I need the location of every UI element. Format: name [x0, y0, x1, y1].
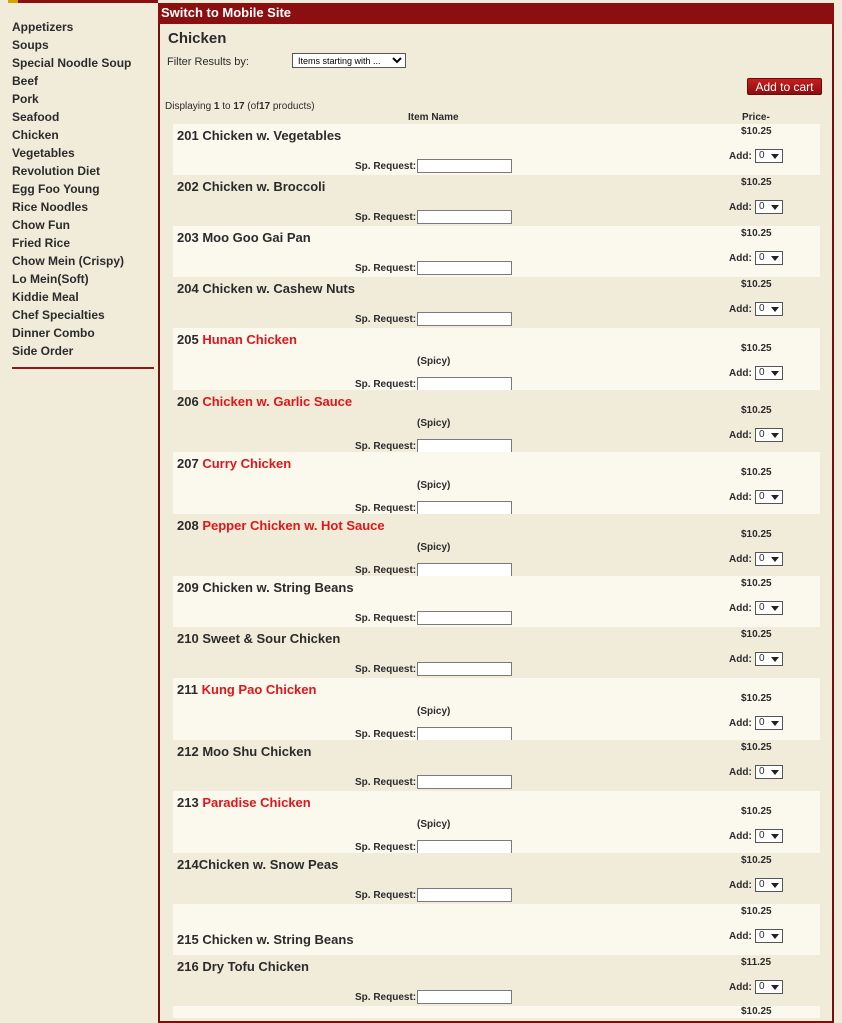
sp-request-label: Sp. Request: [355, 777, 417, 788]
item-price: $10.25 [741, 529, 772, 540]
product-list [173, 124, 820, 1018]
spicy-tag: (Spicy) [417, 418, 451, 429]
quantity-select[interactable]: 0 [755, 878, 783, 892]
item-title [177, 631, 340, 646]
list-item [173, 576, 820, 627]
add-label: Add: [729, 982, 752, 993]
sidebar-divider [12, 367, 154, 369]
result-count [165, 101, 315, 112]
filter-select[interactable] [292, 53, 406, 68]
sp-request-input[interactable] [417, 840, 512, 854]
add-label: Add: [729, 654, 752, 665]
sp-request-input[interactable] [417, 312, 512, 326]
item-price: $10.25 [741, 578, 772, 589]
sidebar-item-fried-rice[interactable]: Fried Rice [12, 236, 71, 250]
add-to-cart-button[interactable]: Add to cart [747, 78, 822, 95]
item-number: 207 [177, 456, 199, 471]
quantity-select[interactable]: 0 [755, 251, 783, 265]
list-item [173, 791, 820, 853]
sidebar-item-kiddie-meal[interactable]: Kiddie Meal [12, 290, 79, 304]
item-number: 201 [177, 128, 199, 143]
item-title [177, 744, 311, 759]
spicy-tag: (Spicy) [417, 706, 451, 717]
sp-request-label: Sp. Request: [355, 314, 417, 325]
switch-mobile-link[interactable]: Switch to Mobile Site [158, 3, 834, 24]
sp-request-label: Sp. Request: [355, 263, 417, 274]
item-title [177, 230, 311, 245]
spicy-tag: (Spicy) [417, 356, 451, 367]
quantity-select[interactable]: 0 [755, 149, 783, 163]
item-number: 215 [177, 932, 199, 947]
sp-request-input[interactable] [417, 377, 512, 391]
sp-request-label: Sp. Request: [355, 613, 417, 624]
sp-request-input[interactable] [417, 261, 512, 275]
banner-accent [8, 0, 18, 3]
list-item [173, 175, 820, 226]
sidebar-item-pork[interactable]: Pork [12, 92, 39, 106]
item-title [177, 394, 352, 409]
item-title [177, 281, 355, 296]
quantity-select[interactable]: 0 [755, 829, 783, 843]
item-price: $10.25 [741, 405, 772, 416]
column-header-price: Price- [742, 112, 770, 123]
sidebar-item-chef-specialties[interactable]: Chef Specialties [12, 308, 105, 322]
sidebar-item-dinner-combo[interactable]: Dinner Combo [12, 326, 95, 340]
sp-request-input[interactable] [417, 990, 512, 1004]
displaying-from: 1 [213, 101, 220, 112]
item-name: Moo Shu Chicken [202, 744, 312, 759]
list-item [173, 955, 820, 1006]
sp-request-label: Sp. Request: [355, 503, 417, 514]
list-item [173, 452, 820, 514]
sp-request-input[interactable] [417, 611, 512, 625]
main-panel [158, 3, 834, 1023]
item-title [177, 932, 354, 947]
item-title [177, 518, 385, 533]
add-label: Add: [729, 368, 752, 379]
quantity-select[interactable]: 0 [755, 652, 783, 666]
add-label: Add: [729, 767, 752, 778]
item-number: 204 [177, 281, 199, 296]
sidebar-item-soups[interactable]: Soups [12, 38, 49, 52]
sidebar-item-chow-fun[interactable]: Chow Fun [12, 218, 70, 232]
item-name: Pepper Chicken w. Hot Sauce [202, 518, 385, 533]
item-number: 202 [177, 179, 199, 194]
item-title [177, 128, 341, 143]
list-item [173, 328, 820, 390]
add-label: Add: [729, 554, 752, 565]
list-item [173, 740, 820, 791]
sidebar-item-egg-foo-young[interactable]: Egg Foo Young [12, 182, 100, 196]
item-price: $10.25 [741, 467, 772, 478]
sidebar-item-lo-mein-soft[interactable]: Lo Mein(Soft) [12, 272, 89, 286]
item-name: Chicken w. Vegetables [202, 128, 342, 143]
sp-request-input[interactable] [417, 210, 512, 224]
quantity-select[interactable]: 0 [755, 200, 783, 214]
item-number: 212 [177, 744, 199, 759]
item-price: $10.25 [741, 693, 772, 704]
item-name: Chicken w. Snow Peas [198, 857, 339, 872]
item-title [177, 795, 311, 810]
sp-request-label: Sp. Request: [355, 842, 417, 853]
list-item [173, 1006, 820, 1018]
sp-request-label: Sp. Request: [355, 664, 417, 675]
sidebar-item-rice-noodles[interactable]: Rice Noodles [12, 200, 89, 214]
item-title [177, 332, 297, 347]
sp-request-label: Sp. Request: [355, 441, 417, 452]
sp-request-input[interactable] [417, 727, 512, 741]
list-item [173, 390, 820, 452]
sp-request-input[interactable] [417, 888, 512, 902]
add-label: Add: [729, 931, 752, 942]
item-price: $10.25 [741, 126, 772, 137]
list-item [173, 124, 820, 175]
item-price: $10.25 [741, 1006, 772, 1017]
sidebar-item-chicken[interactable]: Chicken [12, 128, 59, 142]
spicy-tag: (Spicy) [417, 542, 451, 553]
sidebar-item-revolution-diet[interactable]: Revolution Diet [12, 164, 101, 178]
sp-request-input[interactable] [417, 775, 512, 789]
quantity-select[interactable]: 0 [755, 490, 783, 504]
quantity-select[interactable]: 0 [755, 929, 783, 943]
item-name: Moo Goo Gai Pan [202, 230, 311, 245]
item-price: $10.25 [741, 343, 772, 354]
item-name: Curry Chicken [202, 456, 292, 471]
item-title [177, 179, 325, 194]
quantity-select[interactable]: 0 [755, 428, 783, 442]
sp-request-input[interactable] [417, 662, 512, 676]
item-title [177, 959, 309, 974]
item-number: 213 [177, 795, 199, 810]
top-banner-sliver [8, 0, 158, 3]
item-title [177, 682, 316, 697]
sp-request-label: Sp. Request: [355, 379, 417, 390]
item-number: 211 [177, 682, 198, 697]
displaying-of-open: (of [247, 101, 259, 112]
item-number: 205 [177, 332, 199, 347]
sp-request-label: Sp. Request: [355, 565, 417, 576]
item-price: $10.25 [741, 855, 772, 866]
item-name: Chicken w. String Beans [202, 932, 354, 947]
quantity-select[interactable]: 0 [755, 765, 783, 779]
spicy-tag: (Spicy) [417, 819, 451, 830]
sidebar-item-seafood[interactable]: Seafood [12, 110, 60, 124]
item-number: 214 [177, 857, 199, 872]
quantity-select[interactable]: 0 [755, 716, 783, 730]
item-name: Chicken w. Cashew Nuts [202, 281, 355, 296]
list-item [173, 514, 820, 576]
item-name: Hunan Chicken [202, 332, 297, 347]
filter-label: Filter Results by: [167, 56, 249, 68]
sp-request-input[interactable] [417, 501, 512, 515]
list-item [173, 627, 820, 678]
list-item [173, 226, 820, 277]
add-label: Add: [729, 880, 752, 891]
quantity-select[interactable]: 0 [755, 552, 783, 566]
add-label: Add: [729, 253, 752, 264]
sidebar-item-chow-mein-crispy[interactable]: Chow Mein (Crispy) [12, 254, 125, 268]
add-label: Add: [729, 718, 752, 729]
item-number: 210 [177, 631, 199, 646]
item-number: 203 [177, 230, 199, 245]
sidebar-item-beef[interactable]: Beef [12, 74, 39, 88]
category-sidebar [12, 18, 154, 369]
displaying-total: 17 [258, 101, 271, 112]
item-name: Kung Pao Chicken [201, 682, 317, 697]
displaying-to-word: to [222, 101, 231, 112]
sp-request-input[interactable] [417, 439, 512, 453]
sp-request-label: Sp. Request: [355, 992, 417, 1003]
spicy-tag: (Spicy) [417, 480, 451, 491]
add-label: Add: [729, 202, 752, 213]
item-name: Paradise Chicken [202, 795, 311, 810]
item-title [177, 580, 354, 595]
item-price: $11.25 [741, 957, 772, 968]
item-price: $10.25 [741, 177, 772, 188]
quantity-select[interactable]: 0 [755, 302, 783, 316]
sp-request-label: Sp. Request: [355, 890, 417, 901]
item-name: Chicken w. Garlic Sauce [202, 394, 353, 409]
item-price: $10.25 [741, 228, 772, 239]
list-item [173, 277, 820, 328]
sp-request-input[interactable] [417, 563, 512, 577]
quantity-select[interactable]: 0 [755, 980, 783, 994]
item-title [177, 857, 338, 872]
sp-request-label: Sp. Request: [355, 729, 417, 740]
sp-request-label: Sp. Request: [355, 161, 417, 172]
item-price: $10.25 [741, 742, 772, 753]
displaying-prefix: Displaying [165, 101, 212, 112]
quantity-select[interactable]: 0 [755, 366, 783, 380]
item-number: 208 [177, 518, 199, 533]
column-header-item-name: Item Name [408, 112, 459, 123]
sp-request-label: Sp. Request: [355, 212, 417, 223]
item-price: $10.25 [741, 906, 772, 917]
sp-request-input[interactable] [417, 159, 512, 173]
add-label: Add: [729, 304, 752, 315]
item-name: Chicken w. String Beans [202, 580, 354, 595]
add-label: Add: [729, 151, 752, 162]
displaying-to: 17 [233, 101, 245, 112]
item-number: 216 [177, 959, 199, 974]
item-name: Sweet & Sour Chicken [202, 631, 341, 646]
item-price: $10.25 [741, 629, 772, 640]
item-price: $10.25 [741, 279, 772, 290]
list-item [173, 853, 820, 904]
sidebar-item-vegetables[interactable]: Vegetables [12, 146, 75, 160]
item-name: Dry Tofu Chicken [202, 959, 309, 974]
add-label: Add: [729, 831, 752, 842]
add-label: Add: [729, 492, 752, 503]
displaying-of-close: products) [272, 101, 315, 112]
item-name: Chicken w. Broccoli [202, 179, 326, 194]
item-title [177, 456, 291, 471]
sidebar-item-appetizers[interactable]: Appetizers [12, 20, 74, 34]
sidebar-item-side-order[interactable]: Side Order [12, 344, 74, 358]
item-price: $10.25 [741, 806, 772, 817]
page-title: Chicken [168, 30, 227, 47]
list-item [173, 678, 820, 740]
add-label: Add: [729, 603, 752, 614]
item-number: 206 [177, 394, 199, 409]
list-item [173, 904, 820, 955]
quantity-select[interactable]: 0 [755, 601, 783, 615]
add-label: Add: [729, 430, 752, 441]
item-number: 209 [177, 580, 199, 595]
category-list [12, 18, 154, 360]
sidebar-item-special-noodle-soup[interactable]: Special Noodle Soup [12, 56, 132, 70]
